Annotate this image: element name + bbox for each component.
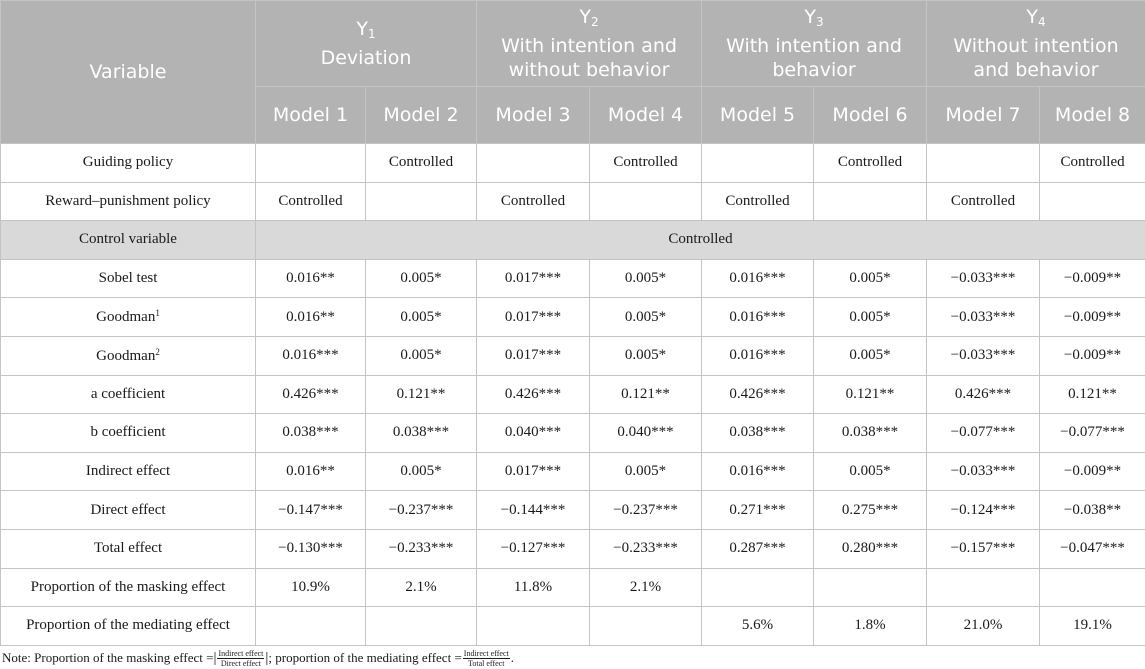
table-cell bbox=[702, 568, 814, 607]
table-cell bbox=[590, 607, 702, 646]
group-symbol: Y bbox=[804, 6, 816, 28]
table-cell: −0.127*** bbox=[477, 529, 590, 568]
table-cell: 1.8% bbox=[814, 607, 927, 646]
table-cell: 0.005* bbox=[590, 336, 702, 375]
table-cell: −0.233*** bbox=[590, 529, 702, 568]
table-row bbox=[1, 568, 1145, 607]
table-cell bbox=[256, 607, 366, 646]
table-cell: 0.005* bbox=[814, 298, 927, 337]
table-cell: −0.009** bbox=[1040, 298, 1145, 337]
table-cell: −0.144*** bbox=[477, 491, 590, 530]
note-prefix: Note: Proportion of the masking effect = bbox=[2, 650, 214, 665]
table-cell: 0.038*** bbox=[256, 414, 366, 453]
table-cell: −0.033*** bbox=[927, 259, 1040, 298]
table-cell: 0.017*** bbox=[477, 259, 590, 298]
table-cell bbox=[1040, 182, 1145, 221]
control-variable-row bbox=[1, 221, 1145, 260]
table-cell bbox=[366, 607, 477, 646]
abs-bar-right: | bbox=[265, 649, 269, 666]
mediating-fraction bbox=[463, 649, 510, 668]
table-row bbox=[1, 491, 1145, 530]
table-cell: 0.271*** bbox=[702, 491, 814, 530]
table-cell: 0.005* bbox=[590, 452, 702, 491]
table-cell: 0.287*** bbox=[702, 529, 814, 568]
table-cell: Controlled bbox=[702, 182, 814, 221]
table-cell: Controlled bbox=[814, 144, 927, 183]
table-cell: 0.017*** bbox=[477, 336, 590, 375]
table-cell: −0.009** bbox=[1040, 259, 1145, 298]
control-variable-value: Controlled bbox=[256, 221, 1145, 260]
model-header: Model 1 bbox=[256, 87, 366, 144]
table-cell bbox=[814, 182, 927, 221]
group-line1: With intention and bbox=[726, 35, 902, 57]
table-cell: 0.426*** bbox=[256, 375, 366, 414]
table-cell: Controlled bbox=[256, 182, 366, 221]
model-header: Model 8 bbox=[1040, 87, 1145, 144]
table-note bbox=[2, 647, 1142, 669]
table-cell bbox=[477, 607, 590, 646]
group-header-y1 bbox=[256, 1, 477, 87]
row-label-text: Reward–punishment policy bbox=[45, 192, 211, 209]
table-cell: −0.077*** bbox=[927, 414, 1040, 453]
row-label-text: Indirect effect bbox=[85, 463, 171, 480]
row-label bbox=[1, 336, 256, 375]
row-label-text: b coefficient bbox=[90, 424, 166, 441]
table-cell: −0.047*** bbox=[1040, 529, 1145, 568]
table-cell: 2.1% bbox=[366, 568, 477, 607]
group-line1: With intention and bbox=[501, 35, 677, 57]
row-label-superscript: 2 bbox=[155, 346, 160, 357]
table-cell: 19.1% bbox=[1040, 607, 1145, 646]
table-cell bbox=[590, 182, 702, 221]
table-cell: −0.233*** bbox=[366, 529, 477, 568]
table-row bbox=[1, 452, 1145, 491]
table-cell bbox=[814, 568, 927, 607]
table-cell: −0.038** bbox=[1040, 491, 1145, 530]
table-cell: 5.6% bbox=[702, 607, 814, 646]
table-cell bbox=[256, 144, 366, 183]
table-cell: 0.038*** bbox=[702, 414, 814, 453]
table-body bbox=[1, 144, 1145, 646]
row-label bbox=[1, 298, 256, 337]
table-cell: Controlled bbox=[477, 182, 590, 221]
model-header: Model 4 bbox=[590, 87, 702, 144]
group-subscript: 1 bbox=[367, 27, 376, 41]
table-cell bbox=[927, 144, 1040, 183]
table-cell: 0.016*** bbox=[702, 298, 814, 337]
table-row bbox=[1, 529, 1145, 568]
table-cell: −0.157*** bbox=[927, 529, 1040, 568]
group-line2: and behavior bbox=[973, 59, 1099, 81]
row-label-text: Guiding policy bbox=[82, 154, 174, 171]
group-subscript: 2 bbox=[591, 15, 599, 29]
table-cell: 21.0% bbox=[927, 607, 1040, 646]
table-cell: 0.426*** bbox=[702, 375, 814, 414]
table-row bbox=[1, 607, 1145, 646]
model-header: Model 5 bbox=[702, 87, 814, 144]
row-label bbox=[1, 414, 256, 453]
table-row bbox=[1, 336, 1145, 375]
table-cell: 10.9% bbox=[256, 568, 366, 607]
row-label-text: Goodman bbox=[96, 309, 156, 326]
variable-header: Variable bbox=[1, 1, 256, 144]
table-cell: Controlled bbox=[927, 182, 1040, 221]
group-subscript: 4 bbox=[1038, 15, 1046, 29]
row-label bbox=[1, 144, 256, 183]
table-cell: 0.005* bbox=[814, 336, 927, 375]
row-label bbox=[1, 375, 256, 414]
table-cell: 0.275*** bbox=[814, 491, 927, 530]
note-middle: ; proportion of the mediating effect = bbox=[268, 650, 462, 665]
table-cell: 0.016** bbox=[256, 259, 366, 298]
table-cell: 0.016*** bbox=[702, 259, 814, 298]
table-row bbox=[1, 259, 1145, 298]
mediating-numerator: Indirect effect bbox=[463, 648, 509, 658]
group-header-y4 bbox=[927, 1, 1145, 87]
table-cell: −0.237*** bbox=[366, 491, 477, 530]
table-cell: 0.017*** bbox=[477, 452, 590, 491]
table-row bbox=[1, 144, 1145, 183]
masking-denominator: Direct effect bbox=[220, 658, 261, 668]
table-cell: 0.005* bbox=[366, 452, 477, 491]
table-row bbox=[1, 414, 1145, 453]
group-header-y2 bbox=[477, 1, 702, 87]
table-row bbox=[1, 375, 1145, 414]
table-cell bbox=[1040, 568, 1145, 607]
table-cell: 0.121** bbox=[1040, 375, 1145, 414]
row-label bbox=[1, 491, 256, 530]
table-cell: 0.005* bbox=[366, 336, 477, 375]
row-label bbox=[1, 529, 256, 568]
group-header-y3 bbox=[702, 1, 927, 87]
table-cell: 0.040*** bbox=[477, 414, 590, 453]
group-line1: Deviation bbox=[320, 47, 412, 69]
table-cell: −0.077*** bbox=[1040, 414, 1145, 453]
table-cell: −0.033*** bbox=[927, 298, 1040, 337]
table-cell: 0.016*** bbox=[702, 452, 814, 491]
model-header: Model 3 bbox=[477, 87, 590, 144]
note-suffix: . bbox=[510, 650, 514, 665]
model-header: Model 2 bbox=[366, 87, 477, 144]
table-row bbox=[1, 182, 1145, 221]
table-cell: 2.1% bbox=[590, 568, 702, 607]
table-cell bbox=[366, 182, 477, 221]
abs-bar-left: | bbox=[213, 649, 217, 666]
table-cell: −0.009** bbox=[1040, 452, 1145, 491]
table-cell: 0.280*** bbox=[814, 529, 927, 568]
table-cell: −0.009** bbox=[1040, 336, 1145, 375]
group-subscript: 3 bbox=[816, 15, 824, 29]
table-cell: −0.033*** bbox=[927, 452, 1040, 491]
model-header: Model 6 bbox=[814, 87, 927, 144]
header-group-row bbox=[1, 1, 1145, 87]
group-line2: behavior bbox=[772, 59, 856, 81]
table-cell: 0.121** bbox=[366, 375, 477, 414]
table-cell bbox=[702, 144, 814, 183]
table-cell: 11.8% bbox=[477, 568, 590, 607]
group-symbol: Y bbox=[356, 18, 368, 40]
table-cell: −0.124*** bbox=[927, 491, 1040, 530]
row-label bbox=[1, 182, 256, 221]
row-label bbox=[1, 259, 256, 298]
row-label-text: Sobel test bbox=[98, 270, 158, 287]
group-symbol: Y bbox=[579, 6, 591, 28]
row-label-text: Direct effect bbox=[90, 501, 166, 518]
row-label-text: Proportion of the masking effect bbox=[30, 578, 226, 595]
table-cell: Controlled bbox=[590, 144, 702, 183]
row-label-text: Proportion of the mediating effect bbox=[26, 617, 230, 634]
model-header: Model 7 bbox=[927, 87, 1040, 144]
table-cell: −0.130*** bbox=[256, 529, 366, 568]
masking-fraction bbox=[217, 649, 264, 668]
row-label bbox=[1, 452, 256, 491]
table-cell bbox=[927, 568, 1040, 607]
table-cell: Controlled bbox=[1040, 144, 1145, 183]
table-cell: 0.016*** bbox=[702, 336, 814, 375]
control-variable-label: Control variable bbox=[1, 221, 256, 260]
table-cell: 0.017*** bbox=[477, 298, 590, 337]
table-cell: 0.038*** bbox=[366, 414, 477, 453]
table-cell: −0.033*** bbox=[927, 336, 1040, 375]
table-cell: 0.040*** bbox=[590, 414, 702, 453]
table-cell: 0.121** bbox=[814, 375, 927, 414]
table-cell: 0.005* bbox=[814, 259, 927, 298]
table-cell: 0.016*** bbox=[256, 336, 366, 375]
group-symbol: Y bbox=[1026, 6, 1038, 28]
masking-numerator: Indirect effect bbox=[218, 648, 264, 658]
table-cell: 0.121** bbox=[590, 375, 702, 414]
row-label-text: Total effect bbox=[93, 540, 163, 557]
row-label bbox=[1, 568, 256, 607]
table-cell: −0.237*** bbox=[590, 491, 702, 530]
table-cell bbox=[477, 144, 590, 183]
table-cell: 0.005* bbox=[590, 298, 702, 337]
table-cell: 0.016** bbox=[256, 298, 366, 337]
table-cell: 0.426*** bbox=[927, 375, 1040, 414]
table-cell: −0.147*** bbox=[256, 491, 366, 530]
table-cell: 0.005* bbox=[814, 452, 927, 491]
table-cell: 0.005* bbox=[366, 259, 477, 298]
table-row bbox=[1, 298, 1145, 337]
table-cell: Controlled bbox=[366, 144, 477, 183]
mediating-denominator: Total effect bbox=[468, 658, 505, 668]
table-cell: 0.426*** bbox=[477, 375, 590, 414]
row-label-text: Goodman bbox=[96, 347, 156, 364]
table-cell: 0.038*** bbox=[814, 414, 927, 453]
row-label bbox=[1, 607, 256, 646]
row-label-text: a coefficient bbox=[90, 385, 166, 402]
group-line2: without behavior bbox=[508, 59, 670, 81]
table-cell: 0.016** bbox=[256, 452, 366, 491]
group-line1: Without intention bbox=[953, 35, 1119, 57]
table-cell: 0.005* bbox=[590, 259, 702, 298]
row-label-superscript: 1 bbox=[155, 308, 160, 319]
table-cell: 0.005* bbox=[366, 298, 477, 337]
